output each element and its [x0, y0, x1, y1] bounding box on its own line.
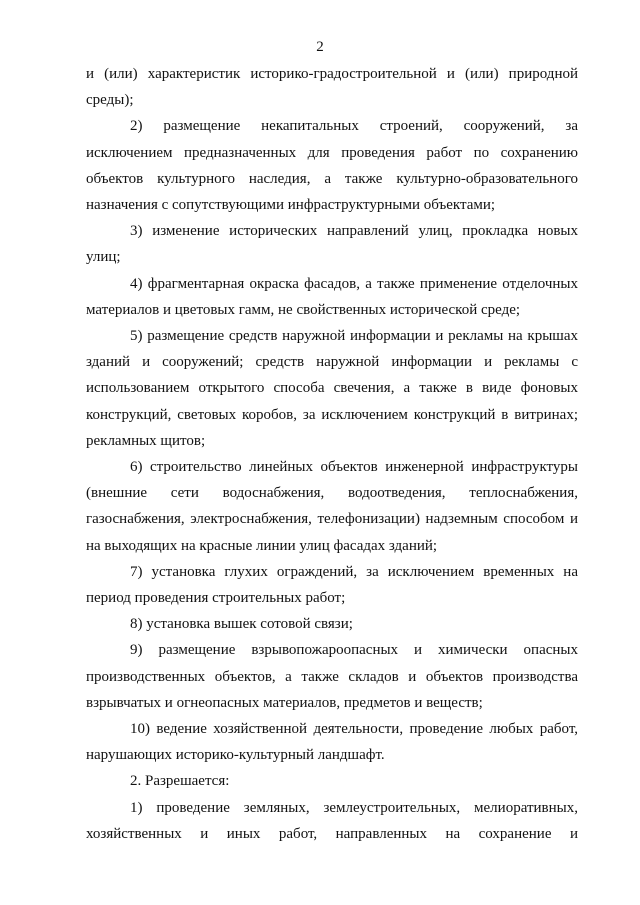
paragraph-8: 8) установка вышек сотовой связи;: [130, 616, 353, 633]
paragraph-2: 2) размещение некапитальных строений, сооружений, за исключением предназначенных для проведения работ по сохранению объектов культурного наследия, а также культурно-образовательного назначения с сопутствующими инфраструктурными объектами;: [86, 118, 578, 214]
document-body: [86, 61, 578, 847]
paragraph-4: 4) фрагментарная окраска фасадов, а также применение отделочных материалов и цветовых гамм, не свойственных исторической среде;: [86, 275, 578, 318]
paragraph-6: 6) строительство линейных объектов инженерной инфраструктуры (внешние сети водоснабжения, водоотведения, теплоснабжения, газоснабжения, электроснабжения, телефонизации) надземным способом и на выходящих на красные линии улиц фасадах зданий;: [86, 459, 578, 554]
paragraph-11: 2. Разрешается:: [130, 773, 230, 790]
paragraph-3: 3) изменение исторических направлений улиц, прокладка новых улиц;: [86, 223, 578, 266]
paragraph-12: 1) проведение земляных, землеустроительных, мелиоративных, хозяйственных и иных работ, направленных на сохранение и: [86, 799, 578, 842]
paragraph-5: 5) размещение средств наружной информации и рекламы на крышах зданий и сооружений; средств наружной информации и рекламы с использованием открытого способа свечения, а также в виде фоновых конструкций, световых коробов, за исключением конструкций в витринах; рекламных щитов;: [86, 328, 578, 449]
paragraph-7: 7) установка глухих ограждений, за исключением временных на период проведения строительных работ;: [86, 563, 578, 607]
paragraph-1: и (или) характеристик историко-градостроительной и (или) природной среды);: [86, 66, 578, 109]
page-number: 2: [316, 39, 324, 55]
paragraph-9: 9) размещение взрывопожароопасных и химически опасных производственных объектов, а также складов и объектов производства взрывчатых и огнеопасных материалов, предметов и веществ;: [86, 642, 578, 711]
paragraph-10: 10) ведение хозяйственной деятельности, проведение любых работ, нарушающих историко-культурный ландшафт.: [86, 721, 578, 764]
